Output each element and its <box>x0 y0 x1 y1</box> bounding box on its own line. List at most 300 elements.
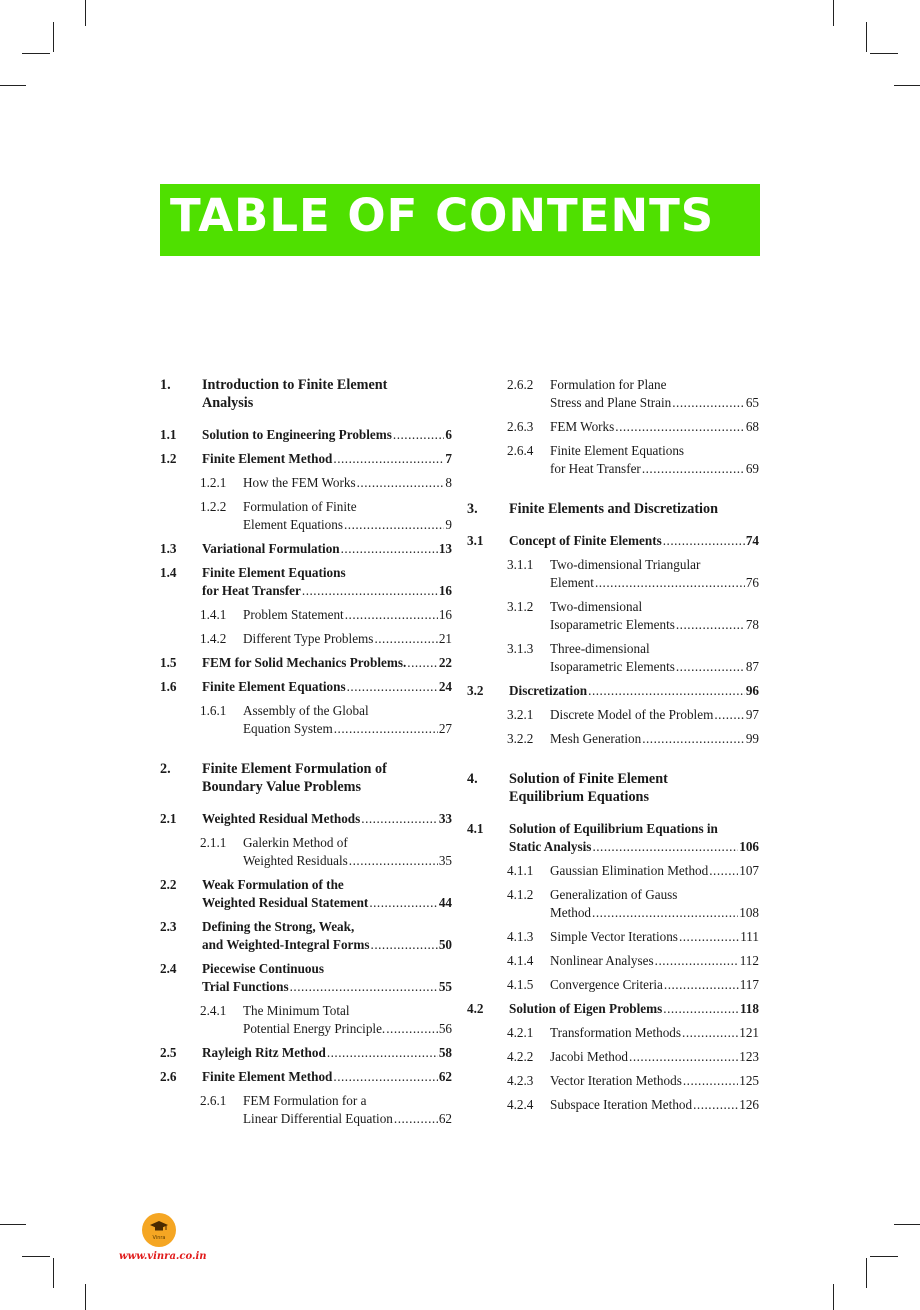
toc-entry-3-1-2[interactable] <box>467 598 759 634</box>
entry-title: Jacobi Method <box>550 1049 629 1064</box>
entry-title: Weighted Residual Methods <box>202 811 361 826</box>
entry-title: Piecewise Continuous <box>202 961 324 976</box>
entry-line <box>202 1068 452 1086</box>
entry-title: Element Equations <box>243 517 343 532</box>
entry-number: 3.1.2 <box>507 599 534 614</box>
entry-body <box>202 876 452 912</box>
entry-title: Finite Element Method <box>202 451 333 466</box>
page-number: 44 <box>438 895 452 910</box>
dot-leader <box>302 582 438 600</box>
dot-leader <box>682 1024 738 1042</box>
entry-line <box>243 1020 452 1038</box>
page-number: 21 <box>438 631 452 646</box>
entry-body <box>509 770 759 806</box>
entry-number: 3.1.1 <box>507 557 534 572</box>
dot-leader <box>592 904 738 922</box>
entry-title: Transformation Methods <box>550 1025 682 1040</box>
entry-line <box>550 904 759 922</box>
entry-line <box>550 1096 759 1114</box>
entry-body <box>202 1068 452 1086</box>
entry-number: 4.1 <box>467 821 484 836</box>
entry-line <box>202 540 452 558</box>
page-number: 6 <box>445 427 452 442</box>
toc-right-column <box>467 376 759 1114</box>
toc-entry-3-2-2[interactable] <box>467 730 759 748</box>
entry-title: Equilibrium Equations <box>509 789 649 805</box>
dot-leader <box>344 516 444 534</box>
entry-title: Trial Functions <box>202 979 289 994</box>
logo-label: Vinra <box>152 1235 166 1241</box>
crop-mark <box>833 1284 834 1310</box>
dot-leader <box>349 852 438 870</box>
dot-leader <box>327 1044 438 1062</box>
graduation-cap-icon <box>150 1221 168 1232</box>
entry-number: 4.2.4 <box>507 1097 534 1112</box>
entry-number: 1.1 <box>160 427 177 442</box>
entry-line <box>550 616 759 634</box>
entry-number: 4.2.3 <box>507 1073 534 1088</box>
page-number: 27 <box>438 721 452 736</box>
toc-entry-2-2[interactable] <box>160 876 452 912</box>
entry-number: 1. <box>160 377 171 393</box>
toc-entry-1[interactable] <box>160 376 452 412</box>
dot-leader <box>588 682 745 700</box>
vinra-logo <box>142 1213 176 1247</box>
toc-entry-1-3[interactable] <box>160 540 452 558</box>
crop-mark <box>85 0 86 26</box>
toc-entry-1-2-2[interactable] <box>160 498 452 534</box>
entry-body <box>243 498 452 534</box>
entry-line <box>550 928 759 946</box>
entry-body <box>550 730 759 748</box>
toc-entry-3-1[interactable] <box>467 532 759 550</box>
entry-line <box>550 574 759 592</box>
page-number: 96 <box>745 683 759 698</box>
entry-number: 2.5 <box>160 1045 177 1060</box>
entry-number: 3.2.1 <box>507 707 534 722</box>
dot-leader <box>361 810 438 828</box>
entry-number: 2.6.1 <box>200 1093 227 1108</box>
page-number: 97 <box>745 707 759 722</box>
entry-line <box>202 582 452 600</box>
toc-entry-4-2-2[interactable] <box>467 1048 759 1066</box>
entry-line <box>550 394 759 412</box>
dot-leader <box>679 928 739 946</box>
entry-title: Finite Element Equations <box>550 443 685 458</box>
entry-number: 1.6.1 <box>200 703 227 718</box>
dot-leader <box>394 1110 438 1128</box>
entry-number: 2.1 <box>160 811 177 826</box>
entry-title: Stress and Plane Strain <box>550 395 672 410</box>
toc-entry-1-4-2[interactable] <box>160 630 452 648</box>
dot-leader <box>663 1000 739 1018</box>
entry-title: Rayleigh Ritz Method <box>202 1045 326 1060</box>
entry-body <box>509 820 759 856</box>
entry-title: Weighted Residual Statement <box>202 895 369 910</box>
dot-leader <box>676 616 745 634</box>
page-number: 50 <box>438 937 452 952</box>
page-number: 121 <box>739 1025 759 1040</box>
toc-entry-4-1-5[interactable] <box>467 976 759 994</box>
entry-number: 1.4 <box>160 565 177 580</box>
toc-entry-2[interactable] <box>160 760 452 796</box>
entry-line <box>550 1024 759 1042</box>
toc-entry-3-2-1[interactable] <box>467 706 759 724</box>
entry-line <box>550 460 759 478</box>
toc-entry-1-4[interactable] <box>160 564 452 600</box>
entry-title: Finite Elements and Discretization <box>509 501 718 517</box>
entry-title: for Heat Transfer <box>550 461 641 476</box>
toc-entry-1-2-1[interactable] <box>160 474 452 492</box>
entry-line <box>550 952 759 970</box>
dot-leader <box>290 978 438 996</box>
toc-entry-2-6-2[interactable] <box>467 376 759 412</box>
entry-number: 2.3 <box>160 919 177 934</box>
page-number: 112 <box>739 953 759 968</box>
page-number: 33 <box>438 811 452 826</box>
entry-title: Variational Formulation <box>202 541 340 556</box>
dot-leader <box>595 574 745 592</box>
page-number: 35 <box>438 853 452 868</box>
page-number: 16 <box>438 583 452 598</box>
toc-entry-3[interactable] <box>467 500 759 518</box>
toc-entry-4-1-3[interactable] <box>467 928 759 946</box>
entry-body <box>550 418 759 436</box>
entry-body <box>550 706 759 724</box>
entry-line <box>243 852 452 870</box>
website-link[interactable]: www.vinra.co.in <box>119 1251 207 1262</box>
page-number: 24 <box>438 679 452 694</box>
entry-line <box>550 418 759 436</box>
entry-number: 4.2.1 <box>507 1025 534 1040</box>
crop-mark <box>833 0 834 26</box>
entry-number: 2.6.3 <box>507 419 534 434</box>
dot-leader <box>663 532 745 550</box>
entry-line <box>243 606 452 624</box>
entry-number: 1.2.2 <box>200 499 227 514</box>
entry-title: Isoparametric Elements <box>550 659 675 674</box>
toc-entry-1-6-1[interactable] <box>160 702 452 738</box>
toc-entry-4-2-4[interactable] <box>467 1096 759 1114</box>
entry-body <box>550 1024 759 1042</box>
entry-title: FEM for Solid Mechanics Problems. <box>202 655 407 670</box>
entry-number: 4.1.3 <box>507 929 534 944</box>
dot-leader <box>374 630 437 648</box>
entry-title: Assembly of the Global <box>243 703 369 718</box>
toc-entry-4-1-2[interactable] <box>467 886 759 922</box>
entry-body <box>509 682 759 700</box>
entry-title: Potential Energy Principle. <box>243 1021 386 1036</box>
toc-entry-2-6[interactable] <box>160 1068 452 1086</box>
entry-number: 2.6.2 <box>507 377 534 392</box>
page-title: TABLE OF CONTENTS <box>170 189 715 242</box>
entry-title: The Minimum Total <box>243 1003 350 1018</box>
dot-leader <box>672 394 745 412</box>
entry-title: Generalization of Gauss <box>550 887 678 902</box>
page-number: 13 <box>438 541 452 556</box>
crop-mark <box>53 22 54 52</box>
page-number: 125 <box>739 1073 759 1088</box>
crop-mark <box>22 53 50 54</box>
toc-entry-2-3[interactable] <box>160 918 452 954</box>
page-number: 62 <box>438 1069 452 1084</box>
toc-entry-4-1[interactable] <box>467 820 759 856</box>
toc-entry-2-4-1[interactable] <box>160 1002 452 1038</box>
toc-entry-2-6-4[interactable] <box>467 442 759 478</box>
entry-line <box>202 426 452 444</box>
crop-mark <box>866 22 867 52</box>
entry-title: Finite Element Equations <box>202 565 346 580</box>
toc-entry-2-6-3[interactable] <box>467 418 759 436</box>
entry-title: Boundary Value Problems <box>202 779 361 795</box>
entry-title: Discrete Model of the Problem <box>550 707 714 722</box>
entry-title: Equation System <box>243 721 333 736</box>
crop-mark <box>894 1224 920 1225</box>
entry-line <box>202 654 452 672</box>
entry-body <box>243 1002 452 1038</box>
crop-mark <box>22 1256 50 1257</box>
entry-title: Formulation of Finite <box>243 499 357 514</box>
entry-body <box>243 630 452 648</box>
dot-leader <box>693 1096 738 1114</box>
entry-title: Subspace Iteration Method <box>550 1097 693 1112</box>
page-number: 55 <box>438 979 452 994</box>
entry-line <box>202 450 452 468</box>
entry-body <box>202 960 452 996</box>
entry-number: 4.1.5 <box>507 977 534 992</box>
entry-body <box>509 500 759 518</box>
dot-leader <box>615 418 745 436</box>
entry-title: Weighted Residuals <box>243 853 348 868</box>
entry-line <box>243 720 452 738</box>
toc-entry-4-2-3[interactable] <box>467 1072 759 1090</box>
toc-entry-4-1-4[interactable] <box>467 952 759 970</box>
entry-title: Solution of Equilibrium Equations in <box>509 821 718 836</box>
page-number: 16 <box>438 607 452 622</box>
dot-leader <box>369 894 438 912</box>
toc-entry-1-5[interactable] <box>160 654 452 672</box>
page-number: 99 <box>745 731 759 746</box>
dot-leader <box>345 606 438 624</box>
page-number: 118 <box>739 1001 759 1016</box>
entry-title: Linear Differential Equation <box>243 1111 393 1126</box>
crop-mark <box>85 1284 86 1310</box>
page-number: 69 <box>745 461 759 476</box>
page-number: 9 <box>445 517 452 532</box>
entry-title: Gaussian Elimination Method <box>550 863 709 878</box>
page-number: 106 <box>739 839 759 854</box>
entry-title: Element <box>550 575 594 590</box>
entry-number: 4.1.1 <box>507 863 534 878</box>
dot-leader <box>333 450 444 468</box>
page-number: 87 <box>745 659 759 674</box>
entry-body <box>550 1072 759 1090</box>
crop-mark <box>870 1256 898 1257</box>
toc-entry-3-1-3[interactable] <box>467 640 759 676</box>
entry-line <box>509 838 759 856</box>
entry-body <box>243 702 452 738</box>
entry-number: 3. <box>467 501 478 517</box>
entry-number: 1.2 <box>160 451 177 466</box>
entry-title: Solution to Engineering Problems <box>202 427 392 442</box>
dot-leader <box>386 1020 438 1038</box>
entry-line <box>509 682 759 700</box>
entry-number: 3.1.3 <box>507 641 534 656</box>
entry-line <box>509 532 759 550</box>
entry-body <box>243 606 452 624</box>
entry-body <box>550 556 759 592</box>
entry-line <box>509 1000 759 1018</box>
toc-entry-2-5[interactable] <box>160 1044 452 1062</box>
entry-body <box>202 678 452 696</box>
entry-number: 2. <box>160 761 171 777</box>
dot-leader <box>642 460 745 478</box>
crop-mark <box>870 53 898 54</box>
toc-entry-4-2-1[interactable] <box>467 1024 759 1042</box>
entry-body <box>550 928 759 946</box>
dot-leader <box>709 862 738 880</box>
entry-title: Simple Vector Iterations <box>550 929 678 944</box>
entry-number: 3.1 <box>467 533 484 548</box>
entry-title: Finite Element Method <box>202 1069 333 1084</box>
crop-mark <box>53 1258 54 1288</box>
entry-number: 2.2 <box>160 877 177 892</box>
entry-body <box>202 564 452 600</box>
entry-title: Method <box>550 905 592 920</box>
entry-number: 1.6 <box>160 679 177 694</box>
dot-leader <box>664 976 739 994</box>
page-number: 68 <box>745 419 759 434</box>
entry-title: Concept of Finite Elements <box>509 533 662 548</box>
page-number: 56 <box>438 1021 452 1036</box>
toc-entry-3-2[interactable] <box>467 682 759 700</box>
entry-title: Nonlinear Analyses <box>550 953 654 968</box>
entry-line <box>202 678 452 696</box>
dot-leader <box>592 838 738 856</box>
toc-entry-3-1-1[interactable] <box>467 556 759 592</box>
page-number: 7 <box>445 451 452 466</box>
entry-title: Two-dimensional <box>550 599 643 614</box>
crop-mark <box>0 1224 26 1225</box>
entry-body <box>509 1000 759 1018</box>
entry-title: Finite Element Equations <box>202 679 346 694</box>
entry-title: Finite Element Formulation of <box>202 761 387 777</box>
dot-leader <box>393 426 445 444</box>
page-number: 74 <box>745 533 759 548</box>
entry-body <box>550 1096 759 1114</box>
entry-number: 4.2.2 <box>507 1049 534 1064</box>
entry-number: 3.2.2 <box>507 731 534 746</box>
entry-title: Convergence Criteria <box>550 977 663 992</box>
entry-title: FEM Formulation for a <box>243 1093 367 1108</box>
entry-number: 4. <box>467 771 478 787</box>
entry-number: 2.1.1 <box>200 835 227 850</box>
entry-line <box>550 1048 759 1066</box>
entry-number: 2.4 <box>160 961 177 976</box>
entry-line <box>202 894 452 912</box>
entry-title: Mesh Generation <box>550 731 642 746</box>
toc-entry-1-6[interactable] <box>160 678 452 696</box>
entry-title: FEM Works <box>550 419 615 434</box>
entry-body <box>202 654 452 672</box>
entry-body <box>202 540 452 558</box>
dot-leader <box>642 730 745 748</box>
entry-title: Static Analysis <box>509 839 592 854</box>
entry-title: How the FEM Works <box>243 475 356 490</box>
toc-entry-4-1-1[interactable] <box>467 862 759 880</box>
toc-left-column <box>160 376 452 1128</box>
toc-entry-2-6-1[interactable] <box>160 1092 452 1128</box>
page-number: 111 <box>740 929 759 944</box>
entry-body <box>550 640 759 676</box>
entry-number: 1.4.2 <box>200 631 227 646</box>
entry-title: Discretization <box>509 683 588 698</box>
page-number: 22 <box>438 655 452 670</box>
page-number: 76 <box>745 575 759 590</box>
toc-entry-1-2[interactable] <box>160 450 452 468</box>
toc-entry-2-1-1[interactable] <box>160 834 452 870</box>
toc-entry-2-1[interactable] <box>160 810 452 828</box>
dot-leader <box>341 540 438 558</box>
entry-body <box>550 952 759 970</box>
toc-entry-2-4[interactable] <box>160 960 452 996</box>
entry-body <box>509 532 759 550</box>
entry-body <box>202 426 452 444</box>
dot-leader <box>655 952 739 970</box>
entry-line <box>550 1072 759 1090</box>
page-number: 62 <box>438 1111 452 1126</box>
dot-leader <box>333 1068 437 1086</box>
entry-number: 4.1.2 <box>507 887 534 902</box>
entry-number: 2.6 <box>160 1069 177 1084</box>
entry-body <box>202 450 452 468</box>
page-number: 65 <box>745 395 759 410</box>
entry-body <box>202 760 452 796</box>
page-number: 8 <box>445 475 452 490</box>
entry-body <box>202 376 452 412</box>
dot-leader <box>357 474 445 492</box>
entry-line <box>550 730 759 748</box>
entry-title: Two-dimensional Triangular <box>550 557 701 572</box>
entry-title: Solution of Eigen Problems <box>509 1001 663 1016</box>
entry-number: 1.3 <box>160 541 177 556</box>
crop-mark <box>0 85 26 86</box>
entry-title: Defining the Strong, Weak, <box>202 919 355 934</box>
entry-title: Introduction to Finite Element <box>202 377 388 393</box>
dot-leader <box>629 1048 738 1066</box>
entry-number: 3.2 <box>467 683 484 698</box>
entry-number: 1.5 <box>160 655 177 670</box>
dot-leader <box>347 678 438 696</box>
dot-leader <box>714 706 744 724</box>
entry-body <box>550 976 759 994</box>
entry-number: 2.6.4 <box>507 443 534 458</box>
toc-entry-4-2[interactable] <box>467 1000 759 1018</box>
toc-entry-1-4-1[interactable] <box>160 606 452 624</box>
entry-title: Galerkin Method of <box>243 835 348 850</box>
page-number: 126 <box>739 1097 759 1112</box>
entry-body <box>550 862 759 880</box>
dot-leader <box>371 936 438 954</box>
dot-leader <box>676 658 745 676</box>
entry-body <box>202 918 452 954</box>
entry-line <box>550 976 759 994</box>
entry-line <box>550 658 759 676</box>
toc-entry-4[interactable] <box>467 770 759 806</box>
toc-entry-1-1[interactable] <box>160 426 452 444</box>
entry-number: 2.4.1 <box>200 1003 227 1018</box>
entry-line <box>243 516 452 534</box>
